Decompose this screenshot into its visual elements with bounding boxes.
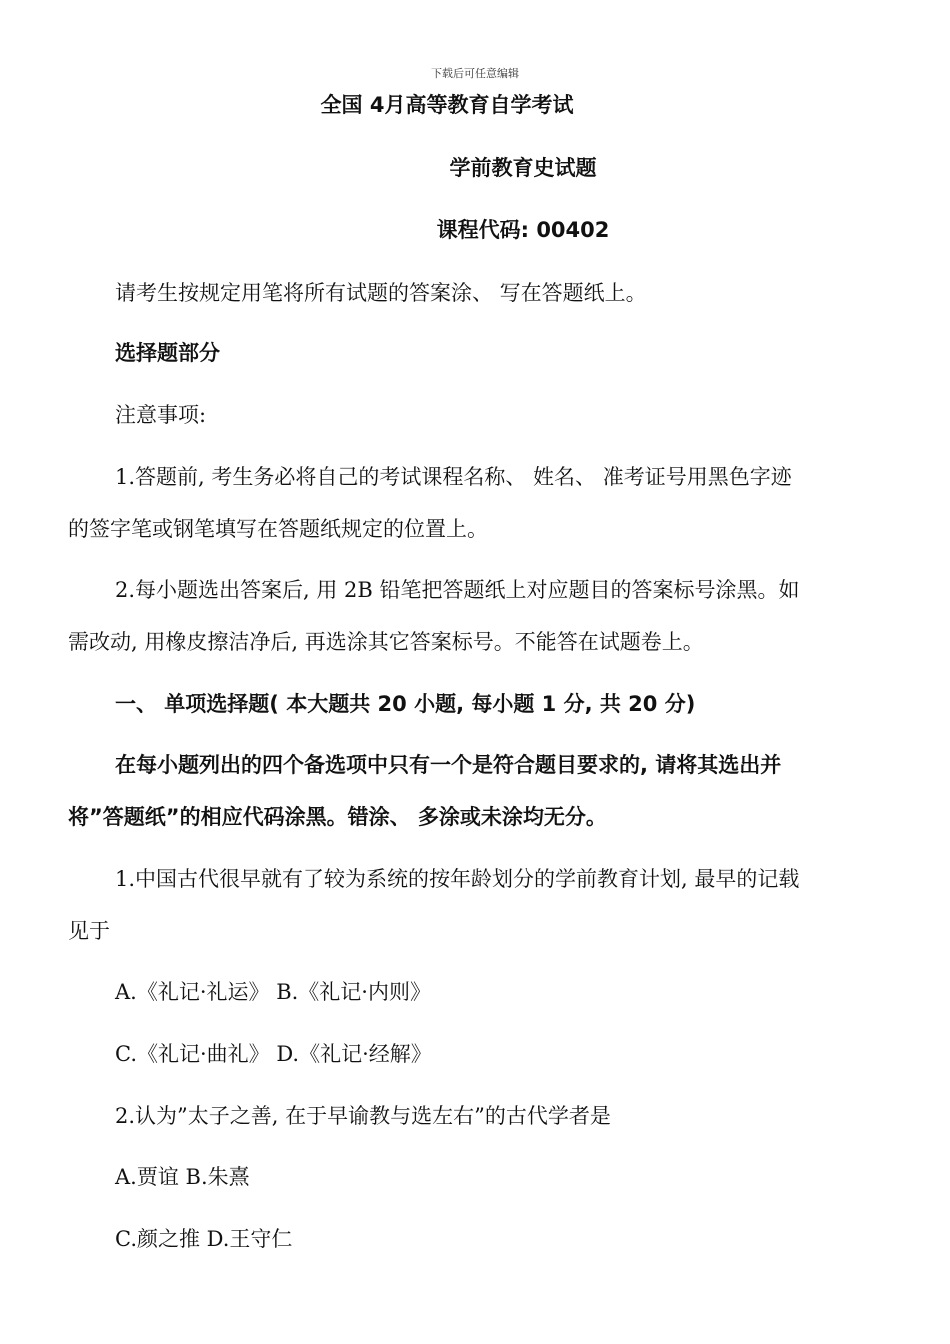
instruction-text: 请考生按规定用笔将所有试题的答案涂、 写在答题纸上。 (115, 281, 647, 305)
question-1-options-ab: A.《礼记·礼运》 B.《礼记·内则》 (115, 980, 431, 1004)
exam-title: 全国 4月高等教育自学考试 (320, 93, 574, 117)
notice-heading: 注意事项: (115, 403, 207, 427)
notice-1-line-2: 的签字笔或钢笔填写在答题纸规定的位置上。 (68, 517, 488, 541)
question-2-options-ab: A.贾谊 B.朱熹 (115, 1165, 250, 1189)
question-1-line-2: 见于 (68, 919, 110, 943)
part-1-desc-line-1: 在每小题列出的四个备选项中只有一个是符合题目要求的, 请将其选出并 (115, 753, 782, 777)
header-note: 下载后可任意编辑 (431, 67, 519, 80)
question-1-line-1: 1.中国古代很早就有了较为系统的按年龄划分的学前教育计划, 最早的记载 (115, 867, 800, 891)
question-2-options-cd: C.颜之推 D.王守仁 (115, 1227, 293, 1251)
course-code: 课程代码: 00402 (436, 218, 610, 242)
subject-title: 学前教育史试题 (449, 156, 597, 180)
part-1-heading: 一、 单项选择题( 本大题共 20 小题, 每小题 1 分, 共 20 分) (115, 692, 696, 716)
notice-2-line-2: 需改动, 用橡皮擦洁净后, 再选涂其它答案标号。不能答在试题卷上。 (68, 630, 704, 654)
notice-1-line-1: 1.答题前, 考生务必将自己的考试课程名称、 姓名、 准考证号用黑色字迹 (115, 465, 792, 489)
question-2-stem: 2.认为”太子之善, 在于早谕教与选左右”的古代学者是 (115, 1104, 611, 1128)
section-choice-heading: 选择题部分 (115, 341, 220, 365)
notice-2-line-1: 2.每小题选出答案后, 用 2B 铅笔把答题纸上对应题目的答案标号涂黑。如 (115, 578, 800, 602)
part-1-desc-line-2: 将”答题纸”的相应代码涂黑。错涂、 多涂或未涂均无分。 (68, 805, 607, 829)
question-1-options-cd: C.《礼记·曲礼》 D.《礼记·经解》 (115, 1042, 432, 1066)
